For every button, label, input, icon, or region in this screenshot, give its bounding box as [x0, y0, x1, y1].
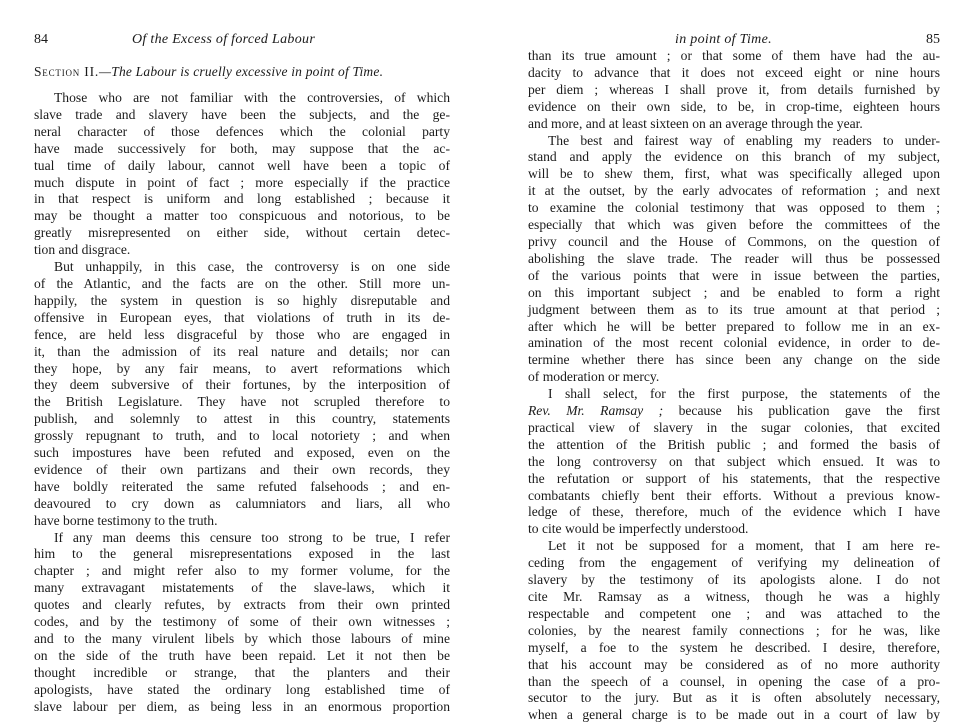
- text-line: quotes and clearly refutes, by extracts from their own printed: [34, 597, 450, 613]
- text-line: publish, and solemnly to attest in this country, statements: [34, 411, 450, 427]
- text-line: happily, the system in question is so highly disreputable and: [34, 292, 450, 308]
- text-line: of moderation or mercy.: [528, 369, 660, 385]
- text-line: offensive in European eyes, that violations of truth in its de-: [34, 309, 450, 325]
- text-line: I shall select, for the first purpose, the statements of the: [548, 386, 940, 402]
- text-line: especially that which was given before the committees of the: [528, 217, 940, 233]
- text-line: much dispute in point of fact ; more especially if the practice: [34, 174, 450, 190]
- text-line: to examine the colonial testimony that was opposed to them ;: [528, 200, 940, 216]
- text-line: thought incredible or strange, that the planters and their: [34, 664, 450, 680]
- text-line: they deem subversive of their fortunes, by the interposition of: [34, 377, 450, 393]
- text-line: in that respect is uniform and long established ; because it: [34, 191, 450, 207]
- text-line: when a general charge is to be made out in a court of law by: [528, 707, 940, 723]
- text-line: slave labour per diem, as being less in an enormous proportion: [34, 698, 450, 714]
- text-line: fence, are held less disgraceful by those who are engaged in: [34, 326, 450, 342]
- text-line: to cite would be imperfectly understood.: [528, 521, 749, 537]
- text-line: chapter ; and might refer also to my former volume, for the: [34, 563, 450, 579]
- text-line: ceding from the engagement of verifying my delineation of: [528, 555, 940, 571]
- right-body-text: [528, 48, 940, 724]
- text-line: after which he will be better prepared to follow me in an ex-: [528, 318, 940, 334]
- section-label: Section II.: [34, 64, 100, 79]
- left-page-number: 84: [34, 32, 48, 47]
- left-page: [0, 0, 490, 722]
- text-line: practical view of slavery in the sugar colonies, that excited: [528, 419, 940, 435]
- text-line: may be thought a matter too conspicuous and notorious, to be: [34, 208, 450, 224]
- text-line: many extravagant mistatements of the slave-laws, which it: [34, 580, 450, 596]
- text-line: neral character of those defences which the colonial party: [34, 123, 450, 139]
- text-line: on this important subject ; and be enabled to form a right: [528, 284, 940, 300]
- text-line: combatants chiefly bent their efforts. Without a previous know-: [528, 487, 940, 503]
- text-line: privy council and the House of Commons, on the question of: [528, 233, 940, 249]
- text-line: that his account may be considered as of no more authority: [528, 656, 940, 672]
- text-line: and more, and at least sixteen on an average through the year.: [528, 115, 863, 131]
- text-line: the refutation or support of his statements, that the respective: [528, 470, 940, 486]
- text-line: Those who are not familiar with the controversies, of which: [54, 90, 450, 105]
- text-line: the long controversy on that subject which ensued. It was to: [528, 453, 940, 469]
- right-running-head: [528, 32, 940, 54]
- text-line: evidence of their own partizans and their own records, they: [34, 461, 450, 477]
- text-line: it at the outset, by the early advocates of reformation ; and next: [528, 183, 940, 199]
- text-line: of the Atlantic, and the facts are on the other. Still more un-: [34, 275, 450, 291]
- text-line: ledge of these, therefore, much of the evidence which I have: [528, 504, 940, 520]
- text-line: greatly misrepresented on either side, without certain detec-: [34, 225, 450, 241]
- text-line: have boldly reiterated the same refuted falsehoods ; and en-: [34, 478, 450, 494]
- text-line: Rev. Mr. Ramsay ; because his publication gave the first: [528, 403, 940, 419]
- right-page: [490, 0, 980, 722]
- text-line: the attention of the British public ; and formed the basis of: [528, 436, 940, 452]
- text-line: than its true amount ; or that some of them have had the au-: [528, 48, 940, 63]
- right-page-number: 85: [926, 32, 940, 47]
- text-line: they hope, by any fair means, to avert reformations which: [34, 360, 450, 376]
- section-title: —The Labour is cruelly excessive in point of Time.: [99, 64, 384, 79]
- text-line: abolishing the slave trade. The reader will thus be possessed: [528, 250, 940, 266]
- left-running-title: Of the Excess of forced Labour: [132, 32, 316, 47]
- text-line: secutor to the jury. But as it is often absolutely necessary,: [528, 690, 940, 706]
- text-line: grossly repugnant to truth, and to local notoriety ; and when: [34, 428, 450, 444]
- section-heading: [34, 64, 450, 80]
- text-line: Let it not be supposed for a moment, that I am here re-: [548, 538, 940, 554]
- text-line: cite Mr. Ramsay as a witness, though he was a highly: [528, 589, 940, 604]
- text-line: of the various points that were in issue between the parties,: [528, 267, 940, 283]
- text-line: slave trade and slavery have been the subjects, and the ge-: [34, 106, 450, 122]
- text-line: If any man deems this censure too strong to be true, I refer: [54, 529, 450, 545]
- text-line: slavery by the testimony of its apologists alone. I do not: [528, 572, 940, 588]
- text-line: codes, and by the testimony of some of their own witnesses ;: [34, 614, 450, 630]
- text-line: respectable and competent one ; and was attached to the: [528, 605, 940, 621]
- text-line: apologists, have stated the ordinary long established time of: [34, 681, 450, 697]
- text-line: on the side of the truth have been repaid. Let it not then be: [34, 647, 450, 663]
- text-line: dacity to advance that it does not exceed eight or nine hours: [528, 64, 940, 80]
- left-body-text: [34, 90, 450, 716]
- text-line: evidence on their own side, to be, in crop-time, eighteen hours: [528, 98, 940, 114]
- text-line: colonies, by the nearest family connections ; for he was, like: [528, 622, 940, 638]
- text-line: termine whether there has since been any change on the side: [528, 352, 940, 368]
- text-line: But unhappily, in this case, the controversy is on one side: [54, 259, 450, 275]
- text-line: stand and apply the evidence on this branch of my subject,: [528, 149, 940, 165]
- text-line: it, than the admission of its real nature and details; nor can: [34, 343, 450, 359]
- left-running-head: [34, 32, 450, 54]
- text-line: tion and disgrace.: [34, 242, 131, 258]
- text-line: have made successively for both, may suppose that the ac-: [34, 140, 450, 156]
- text-line: amination of the most recent colonial evidence, in order to de-: [528, 335, 940, 351]
- text-line: myself, a foe to the system he described. I desire, therefore,: [528, 639, 940, 655]
- text-line: will be to shew them, first, what was specifically alleged upon: [528, 166, 940, 182]
- text-line: judgment between them as to its true amount at that period ;: [528, 301, 940, 317]
- text-line: deavoured to cry down as calumniators and liars, all who: [34, 495, 450, 511]
- text-line: per diem ; whereas I shall prove it, from details furnished by: [528, 81, 940, 97]
- text-line: tual time of daily labour, cannot well have been a topic of: [34, 157, 450, 173]
- text-line: him to the general misrepresentations exposed in the last: [34, 546, 450, 562]
- text-line: have borne testimony to the truth.: [34, 512, 218, 528]
- text-line: than the speech of a counsel, in opening the case of a pro-: [528, 673, 940, 689]
- right-running-title: in point of Time.: [675, 32, 772, 47]
- text-line: the British Legislature. They have not scrupled therefore to: [34, 394, 450, 410]
- text-line: such impostures have been refuted and exposed, even on the: [34, 445, 450, 461]
- text-line: and to the many virulent libels by which those labours of mine: [34, 631, 450, 646]
- text-line: The best and fairest way of enabling my readers to under-: [548, 132, 940, 148]
